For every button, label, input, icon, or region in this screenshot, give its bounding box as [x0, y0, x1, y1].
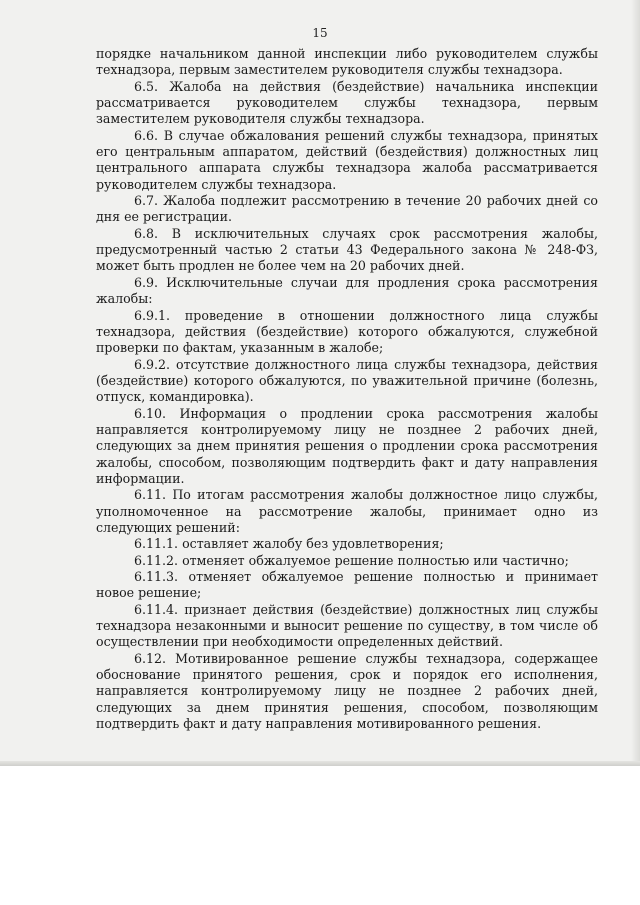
paragraph-6-5: 6.5. Жалоба на действия (бездействие) начальника инспекции рассматривается руководителем службы технадзора, первым заместителем руководителя службы технадзора.: [96, 78, 598, 127]
paragraph-6-9-2: 6.9.2. отсутствие должностного лица службы технадзора, действия (бездействие) которого обжалуются, по уважительной причине (болезнь, отпуск, командировка).: [96, 356, 598, 405]
paragraph-6-10: 6.10. Информация о продлении срока рассмотрения жалобы направляется контролируемому лицу не позднее 2 рабочих дней, следующих за днем принятия решения о продлении срока рассмотрения жалобы, способом, позволяющим подтвердить факт и дату направления информации.: [96, 405, 598, 486]
paragraph-6-11-4: 6.11.4. признает действия (бездействие) должностных лиц службы технадзора незаконными и выносит решение по существу, в том числе об осуществлении при необходимости определенных действий.: [96, 601, 598, 650]
scan-shadow-bottom: [0, 761, 640, 766]
paragraph-6-12: 6.12. Мотивированное решение службы технадзора, содержащее обоснование принятого решения, срок и порядок его исполнения, направляется контролируемому лицу не позднее 2 рабочих дней, следующих за днем принятия решения, способом, позволяющим подтвердить факт и дату направления мотивированного решения.: [96, 650, 598, 732]
paragraph-6-11: 6.11. По итогам рассмотрения жалобы должностное лицо службы, уполномоченное на рассмотрение жалобы, принимает одно из следующих решений:: [96, 487, 598, 535]
paragraph-6-8: 6.8. В исключительных случаях срок рассмотрения жалобы, предусмотренный частью 2 статьи 43 Федерального закона № 248-ФЗ, может быть продлен не более чем на 20 рабочих дней.: [96, 225, 598, 274]
paragraph-6-6: 6.6. В случае обжалования решений службы технадзора, принятых его центральным аппаратом, действий (бездействия) должностных лиц центрального аппарата службы технадзора жалоба рассматривается руководителем службы технадзора.: [96, 127, 598, 192]
page-number: 15: [312, 26, 328, 40]
paragraph-6-11-1: 6.11.1. оставляет жалобу без удовлетворения;: [134, 536, 444, 552]
paragraph-continuation: порядке начальником данной инспекции либо руководителем службы технадзора, первым заместителем руководителя службы технадзора.: [96, 46, 598, 78]
paragraph-6-9: 6.9. Исключительные случаи для продления срока рассмотрения жалобы:: [96, 274, 598, 307]
paragraph-6-7: 6.7. Жалоба подлежит рассмотрению в течение 20 рабочих дней со дня ее регистрации.: [96, 193, 598, 225]
paragraph-6-11-3: 6.11.3. отменяет обжалуемое решение полностью и принимает новое решение;: [96, 569, 598, 601]
paragraph-6-11-2: 6.11.2. отменяет обжалуемое решение полностью или частично;: [134, 552, 569, 568]
document-body: [96, 46, 598, 732]
scan-shadow-right: [631, 0, 640, 766]
paragraph-6-9-1: 6.9.1. проведение в отношении должностного лица службы технадзора, действия (бездействие) которого обжалуются, служебной проверки по фактам, указанным в жалобе;: [96, 307, 598, 356]
